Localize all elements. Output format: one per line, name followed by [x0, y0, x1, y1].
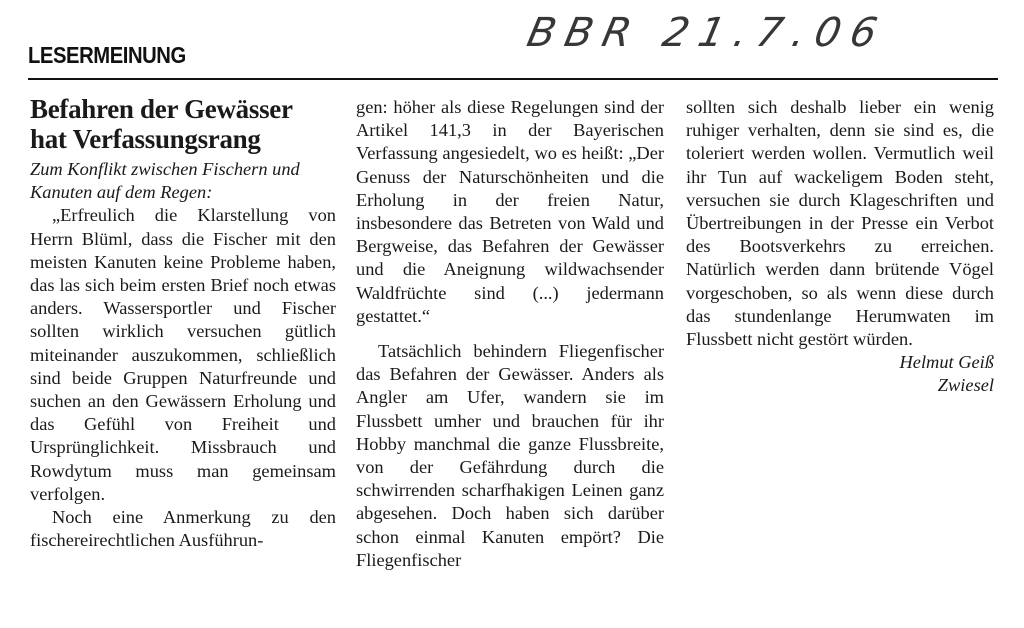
- header-rule: [28, 78, 998, 80]
- headline-line-1: Befahren der Gewässer: [30, 94, 293, 124]
- author-city: Zwiesel: [937, 375, 994, 396]
- column-2: [356, 96, 664, 572]
- article-headline: [30, 94, 336, 154]
- author-name: Helmut Geiß: [899, 352, 994, 373]
- paragraph: sollten sich deshalb lieber ein wenig ruhiger verhalten, denn sie sind es, die toleriert werden wollen. Vermutlich weil ihr Tun auf wackeligem Boden steht, versuchen sie durch Klageschriften und Übertreibungen in der Presse ein Verbot des Bootsverkehrs zu erreichen. Natürlich werden dann brütende Vögel vorgeschoben, so als wenn diese durch das stundenlange Herumwaten im Flussbett nicht gestört würden.: [686, 97, 994, 350]
- paragraph: Noch eine Anmerkung zu den fischereirechtlichen Ausführun-: [30, 507, 336, 551]
- headline-line-2: hat Verfassungsrang: [30, 124, 261, 154]
- paragraph: Tatsächlich behindern Fliegenfischer das Befahren der Gewässer. Anders als Angler am Ufer, wandern sie im Flussbett umher und brauchen für ihr Hobby manchmal die ganze Flussbreite, von der Gefährdung durch die schwirrenden scharfhakigen Leinen ganz abgesehen. Doch haben sich darüber schon einmal Kanuten empört? Die Fliegenfischer: [356, 341, 664, 570]
- article-subhead: Zum Konflikt zwischen Fischern und Kanuten auf dem Regen:: [30, 159, 300, 203]
- column-3: [686, 96, 994, 398]
- handwritten-note: BBR 21.7.06: [523, 10, 891, 56]
- column-1: [30, 94, 336, 552]
- section-label: LESERMEINUNG: [28, 42, 186, 68]
- paragraph: gen: höher als diese Regelungen sind der Artikel 141,3 in der Bayerischen Verfassung angesiedelt, wo es heißt: „Der Genuss der Naturschönheiten und die Erholung in der freien Natur, insbesondere das Betreten von Wald und Bergweise, das Befahren der Gewässer und die Aneignung wildwachsender Waldfrüchte sind (...) jedermann gestattet.“: [356, 97, 664, 326]
- paragraph: „Erfreulich die Klarstellung von Herrn Blüml, dass die Fischer mit den meisten Kanuten keine Probleme haben, das las sich beim ersten Brief noch etwas anders. Wassersportler und Fischer sollten wirklich versuchen gütlich miteinander auszukommen, schließlich sind beide Gruppen Naturfreunde und suchen an den Gewässern Erholung und das Gefühl von Freiheit und Ursprünglichkeit. Missbrauch und Rowdytum muss man gemeinsam verfolgen.: [30, 205, 336, 504]
